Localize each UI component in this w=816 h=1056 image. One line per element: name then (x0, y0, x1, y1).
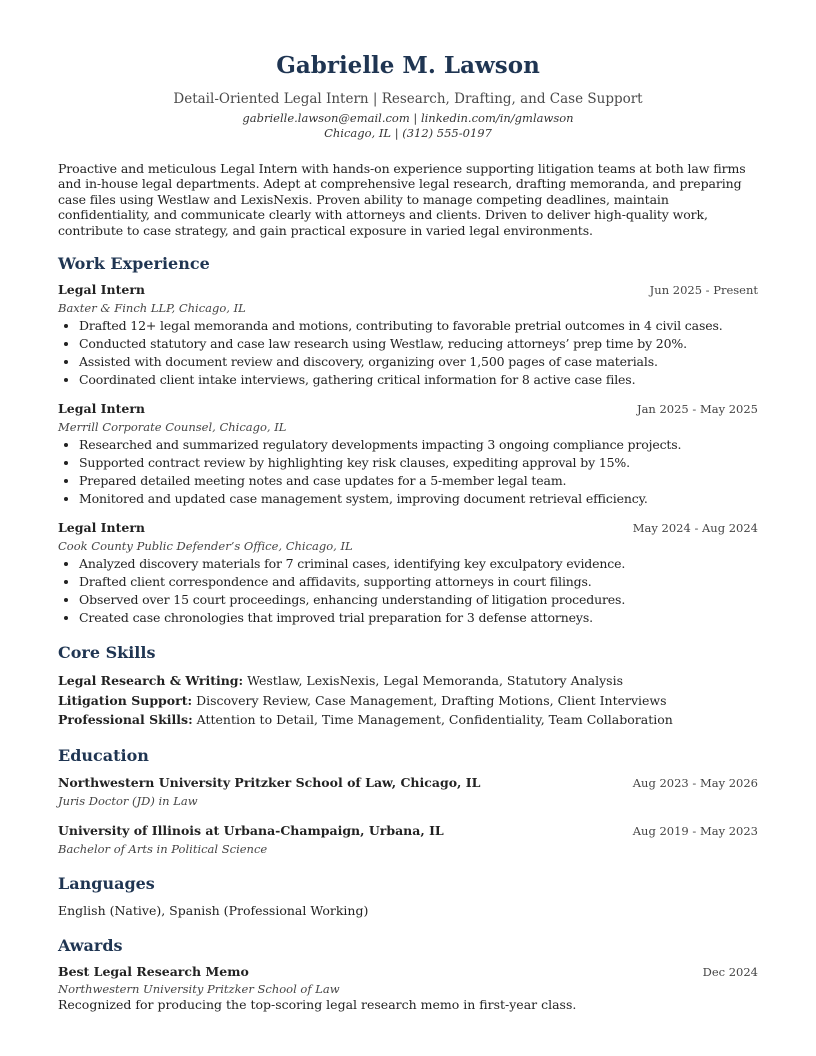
job-entry (58, 401, 758, 508)
job-date: May 2024 - Aug 2024 (632, 521, 758, 536)
skill-label: Professional Skills: (58, 712, 193, 728)
award-description: Recognized for producing the top-scoring legal research memo in first-year class. (58, 996, 577, 1012)
job-bullet: • Monitored and updated case management system, improving document retrieval efficiency. (79, 490, 758, 508)
job-bullet: • Researched and summarized regulatory developments impacting 3 ongoing compliance projects. (79, 436, 758, 454)
job-bullet: • Analyzed discovery materials for 7 criminal cases, identifying key exculpatory evidence. (79, 555, 758, 573)
job-bullet: • Assisted with document review and discovery, organizing over 1,500 pages of case materials. (79, 353, 758, 371)
education-degree: Juris Doctor (JD) in Law (58, 793, 198, 808)
job-bullet: • Observed over 15 court proceedings, enhancing understanding of litigation procedures. (79, 591, 758, 609)
education-school: Northwestern University Pritzker School of Law, Chicago, IL (58, 774, 481, 790)
award-date: Dec 2024 (702, 964, 758, 979)
contact-line-email-linkedin: gabrielle.lawson@email.com | linkedin.com/in/gmlawson (242, 111, 574, 125)
award-entry (58, 964, 758, 1013)
job-bullet: • Created case chronologies that improved trial preparation for 3 defense attorneys. (79, 609, 758, 627)
education-school: University of Illinois at Urbana-Champaign, Urbana, IL (58, 822, 444, 838)
skill-value: Westlaw, LexisNexis, Legal Memoranda, Statutory Analysis (247, 673, 624, 689)
contact-line-location-phone: Chicago, IL | (312) 555-0197 (324, 126, 492, 140)
job-title: Legal Intern (58, 520, 146, 536)
job-bullet: • Conducted statutory and case law research using Westlaw, reducing attorneys’ prep time by 20%. (79, 335, 758, 353)
job-bullet: • Supported contract review by highlighting key risk clauses, expediting approval by 15%. (79, 454, 758, 472)
job-date: Jan 2025 - May 2025 (636, 402, 758, 417)
job-bullets (58, 555, 758, 627)
candidate-name: Gabrielle M. Lawson (276, 52, 540, 79)
skill-line (58, 671, 758, 691)
education-date: Aug 2023 - May 2026 (632, 775, 758, 790)
job-bullet: • Drafted client correspondence and affidavits, supporting attorneys in court filings. (79, 573, 758, 591)
section-title-work-experience: Work Experience (58, 254, 210, 274)
education-entry (58, 822, 758, 858)
job-bullet: • Coordinated client intake interviews, gathering critical information for 8 active case files. (79, 371, 758, 389)
job-bullet: • Prepared detailed meeting notes and case updates for a 5-member legal team. (79, 472, 758, 490)
skill-label: Legal Research & Writing: (58, 673, 244, 689)
section-title-core-skills: Core Skills (58, 643, 156, 663)
candidate-tagline: Detail-Oriented Legal Intern | Research, Drafting, and Case Support (173, 91, 643, 107)
job-title: Legal Intern (58, 401, 146, 417)
languages-text: English (Native), Spanish (Professional Working) (58, 902, 369, 918)
skill-value: Attention to Detail, Time Management, Confidentiality, Team Collaboration (196, 712, 673, 728)
skill-line (58, 710, 758, 730)
job-entry (58, 282, 758, 389)
award-organization: Northwestern University Pritzker School of Law (58, 981, 340, 996)
job-entry (58, 520, 758, 627)
education-date: Aug 2019 - May 2023 (632, 823, 758, 838)
job-title: Legal Intern (58, 282, 146, 298)
job-date: Jun 2025 - Present (649, 283, 758, 298)
professional-summary: Proactive and meticulous Legal Intern with hands-on experience supporting litigation teams at both law firms and in-house legal departments. Adept at comprehensive legal research, drafting memoranda, and preparing case files using Westlaw and LexisNexis. Proven ability to manage competing deadlines, maintain confidentiality, and communicate clearly with attorneys and clients. Driven to deliver high-quality work, contribute to case strategy, and gain practical exposure in varied legal environments. (58, 161, 746, 238)
job-organization: Merrill Corporate Counsel, Chicago, IL (58, 420, 287, 435)
job-bullets (58, 317, 758, 389)
section-title-languages: Languages (58, 873, 155, 893)
skill-line (58, 691, 758, 711)
job-bullet: • Drafted 12+ legal memoranda and motions, contributing to favorable pretrial outcomes in 4 civil cases. (79, 317, 758, 335)
section-title-awards: Awards (58, 935, 123, 955)
section-title-education: Education (58, 745, 149, 765)
skill-label: Litigation Support: (58, 692, 193, 708)
job-bullets (58, 436, 758, 508)
skill-value: Discovery Review, Case Management, Drafting Motions, Client Interviews (196, 692, 667, 708)
job-organization: Cook County Public Defender’s Office, Chicago, IL (58, 539, 353, 554)
job-organization: Baxter & Finch LLP, Chicago, IL (58, 301, 246, 316)
education-entry (58, 774, 758, 810)
award-title: Best Legal Research Memo (58, 963, 249, 979)
education-degree: Bachelor of Arts in Political Science (58, 841, 268, 856)
